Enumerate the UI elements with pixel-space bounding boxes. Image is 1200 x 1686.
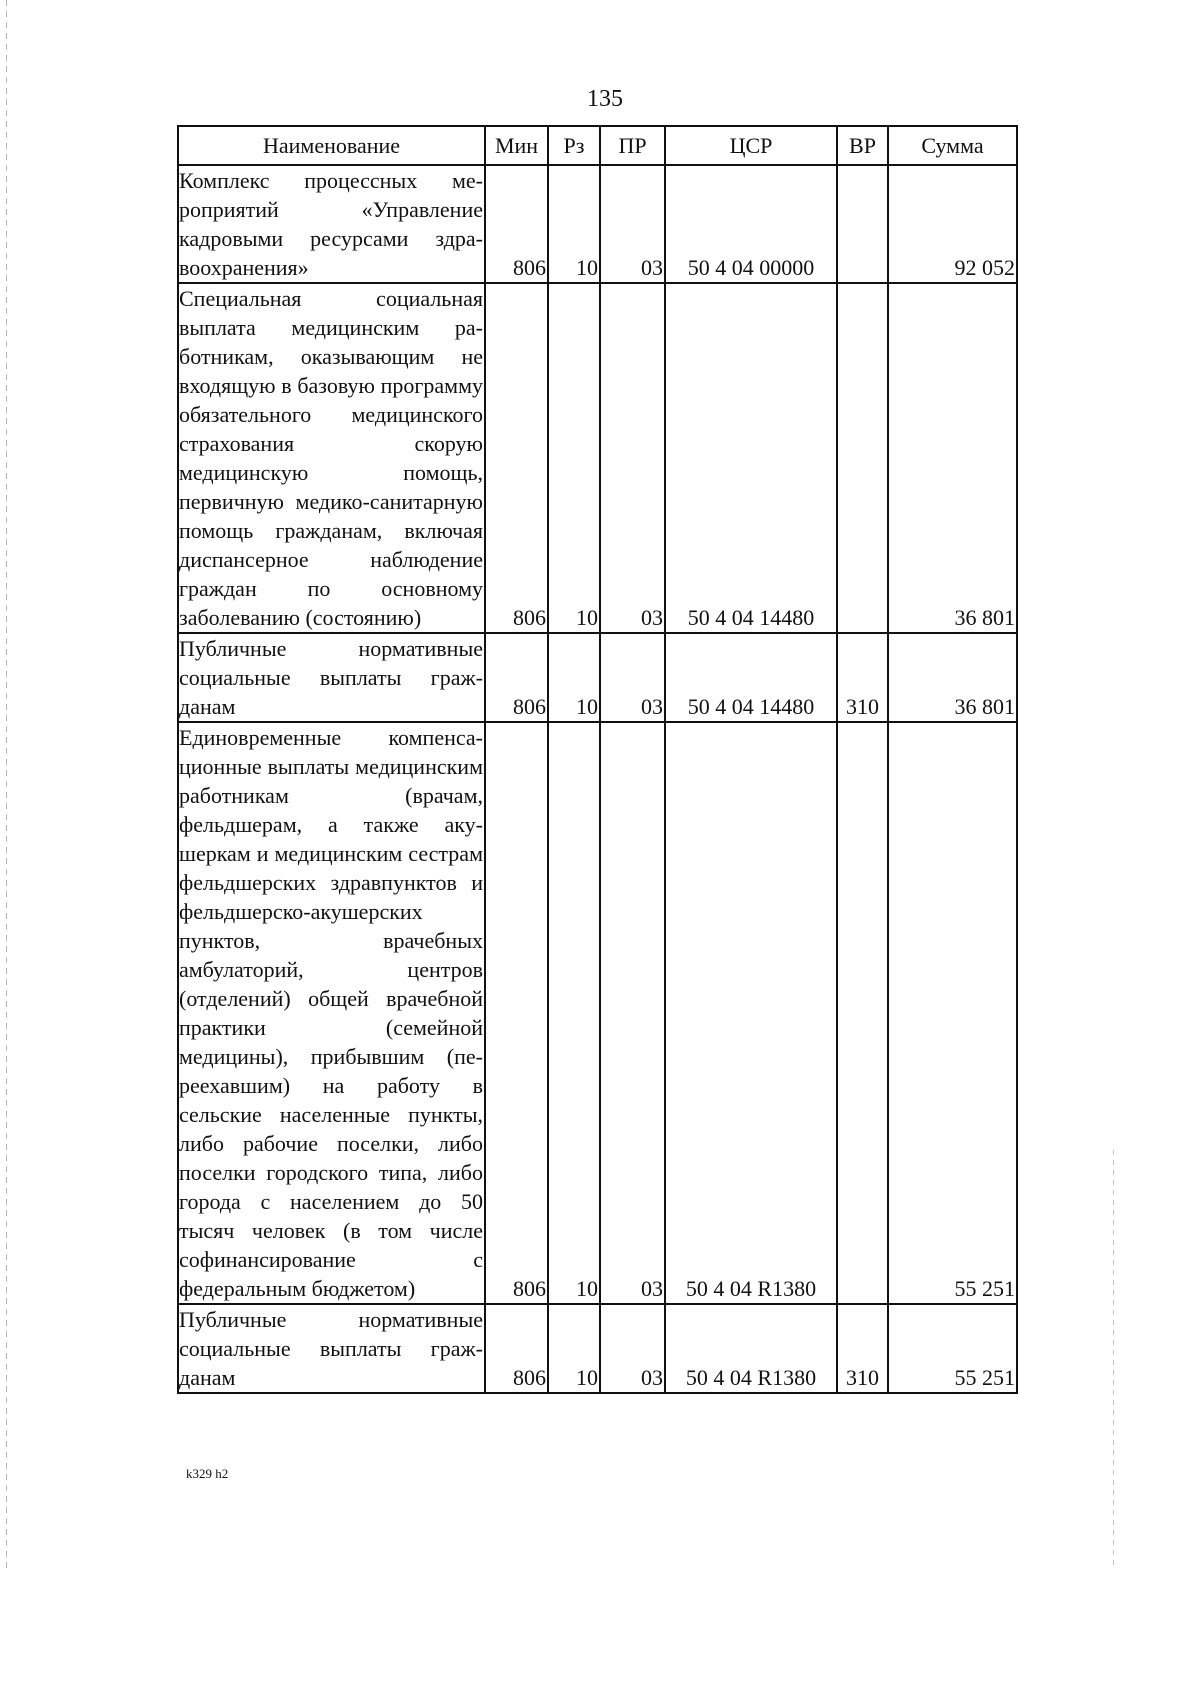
header-min: Мин (485, 126, 548, 165)
table-row (178, 633, 1017, 722)
budget-table (177, 125, 1018, 1394)
row-rz: 10 (548, 633, 600, 722)
header-csr: ЦСР (665, 126, 837, 165)
header-vr: ВР (837, 126, 888, 165)
row-csr: 50 4 04 14480 (665, 283, 837, 633)
row-name: Единовременные компенсационные выплаты медицинским работникам (врачам, фельдшерам, а также акушеркам и медицинским сестрам фельдшерских здравпунктов и фельдшерско-акушерских пунктов, врачебных амбулаторий, центров (отделений) общей врачебной практики (семейной медицины), прибывшим (переехавшим) на работу в сельские населенные пункты, либо рабочие поселки, либо поселки городского типа, либо города с населением до 50 тысяч человек (в том числе софинансирование с федеральным бюджетом) (178, 722, 485, 1304)
row-name: Публичные нормативные социальные выплаты гражданам (178, 1304, 485, 1393)
row-vr (837, 283, 888, 633)
row-rz: 10 (548, 283, 600, 633)
row-pr: 03 (600, 633, 665, 722)
row-pr: 03 (600, 722, 665, 1304)
row-sum: 36 801 (888, 633, 1017, 722)
footer-code: k329 h2 (186, 1466, 229, 1481)
scan-edge-right (1113, 1150, 1114, 1568)
row-min: 806 (485, 283, 548, 633)
row-vr: 310 (837, 1304, 888, 1393)
row-rz: 10 (548, 722, 600, 1304)
row-min: 806 (485, 722, 548, 1304)
row-vr: 310 (837, 633, 888, 722)
scan-edge-left (6, 0, 7, 1568)
row-sum: 55 251 (888, 1304, 1017, 1393)
row-pr: 03 (600, 283, 665, 633)
row-vr (837, 722, 888, 1304)
row-csr: 50 4 04 R1380 (665, 1304, 837, 1393)
table-header-row (178, 126, 1017, 165)
table-row (178, 722, 1017, 1304)
table-row (178, 283, 1017, 633)
row-csr: 50 4 04 R1380 (665, 722, 837, 1304)
row-rz: 10 (548, 1304, 600, 1393)
page-number: 135 (587, 86, 623, 112)
row-rz: 10 (548, 165, 600, 283)
row-sum: 55 251 (888, 722, 1017, 1304)
row-pr: 03 (600, 1304, 665, 1393)
header-rz: Рз (548, 126, 600, 165)
row-min: 806 (485, 633, 548, 722)
row-csr: 50 4 04 14480 (665, 633, 837, 722)
row-sum: 92 052 (888, 165, 1017, 283)
row-min: 806 (485, 165, 548, 283)
table-row (178, 165, 1017, 283)
row-min: 806 (485, 1304, 548, 1393)
row-vr (837, 165, 888, 283)
row-name: Комплекс процессных мероприятий «Управление кадровыми ресурсами здравоохранения» (178, 165, 485, 283)
table-row (178, 1304, 1017, 1393)
row-sum: 36 801 (888, 283, 1017, 633)
row-name: Публичные нормативные социальные выплаты гражданам (178, 633, 485, 722)
header-sum: Сумма (888, 126, 1017, 165)
header-name: Наименование (178, 126, 485, 165)
row-csr: 50 4 04 00000 (665, 165, 837, 283)
header-pr: ПР (600, 126, 665, 165)
row-pr: 03 (600, 165, 665, 283)
row-name: Специальная социальная выплата медицинским работникам, оказывающим не входящую в базовую программу обязательного медицинского страхования скорую медицинскую помощь, первичную медико-санитарную помощь гражданам, включая диспансерное наблюдение граждан по основному заболеванию (состоянию) (178, 283, 485, 633)
